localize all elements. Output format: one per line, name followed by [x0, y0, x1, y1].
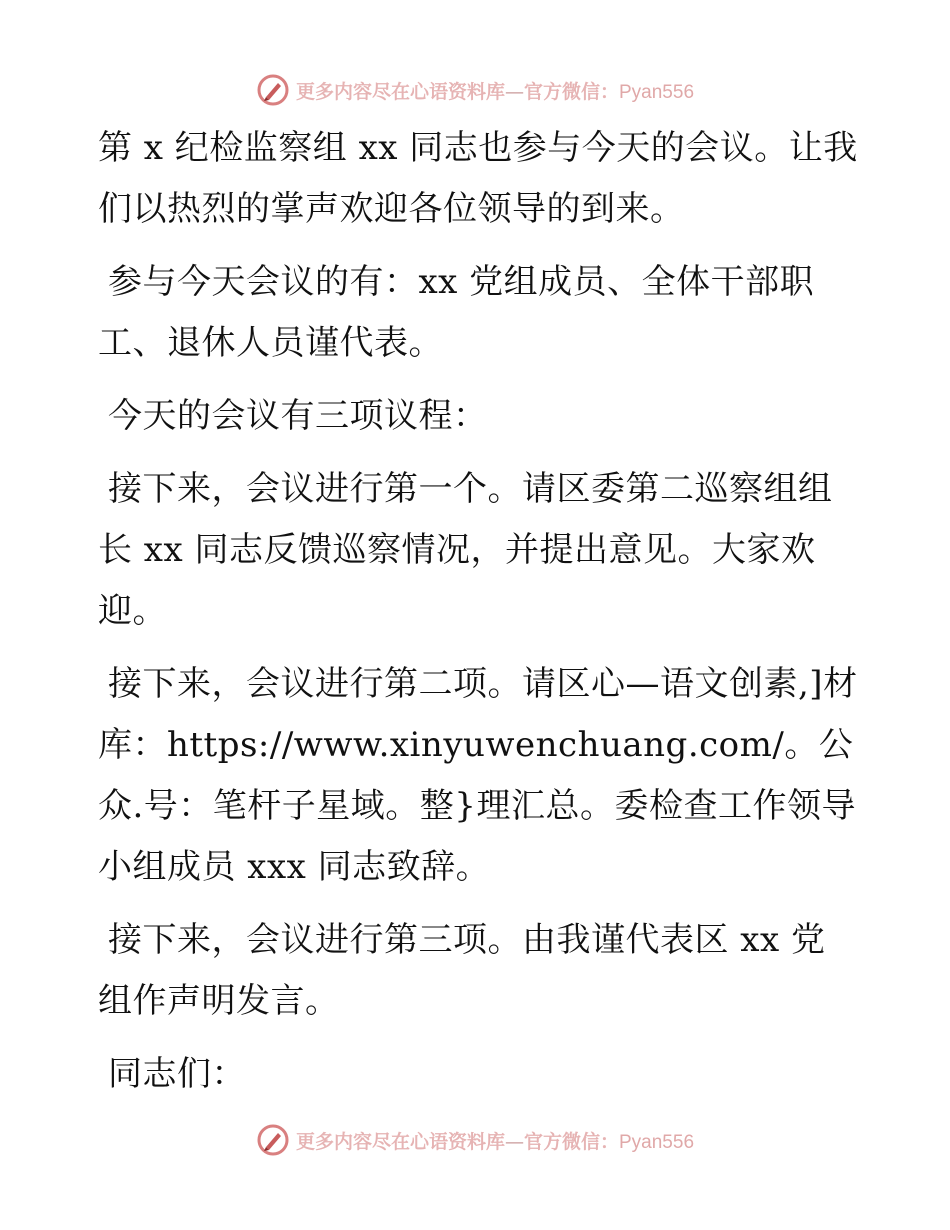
header-watermark [0, 70, 950, 110]
paragraph-6: 接下来，会议进行第三项。由我谨代表区 xx 党组作声明发言。 [98, 920, 826, 1021]
pen-logo-icon [256, 73, 290, 107]
watermark-main: 更多内容尽在心语资料库 [295, 80, 505, 103]
watermark-official: 官方微信： [523, 1130, 619, 1153]
footer-watermark [0, 1120, 950, 1160]
paragraph-4: 接下来，会议进行第一个。请区委第二巡察组组长 xx 同志反馈巡察情况，并提出意见。大家欢迎。 [98, 469, 833, 631]
paragraph-2: 参与今天会议的有：xx 党组成员、全体干部职工、退休人员谨代表。 [98, 262, 815, 363]
watermark-handle: Pyan556 [619, 81, 695, 103]
watermark-main: 更多内容尽在心语资料库 [295, 1130, 505, 1153]
watermark-separator: — [504, 1130, 524, 1153]
paragraph-3: 今天的会议有三项议程： [108, 396, 488, 436]
watermark-official: 官方微信： [523, 80, 619, 103]
paragraph-7: 同志们： [108, 1054, 246, 1094]
watermark-text [296, 1127, 694, 1154]
watermark-handle: Pyan556 [619, 1131, 695, 1153]
watermark-text [296, 77, 694, 104]
pen-logo-icon [256, 1123, 290, 1157]
paragraph-5: 接下来，会议进行第二项。请区心—语文创素,]材库：https://www.xinyuwenchuang.com/。公众.号：笔杆子星域。整}理汇总。委检查工作领导小组成员 xxx 同志致辞。 [98, 664, 858, 887]
watermark-separator: — [504, 80, 524, 103]
document-body [98, 118, 858, 1117]
paragraph-1: 第 x 纪检监察组 xx 同志也参与今天的会议。让我们以热烈的掌声欢迎各位领导的到来。 [98, 128, 858, 229]
